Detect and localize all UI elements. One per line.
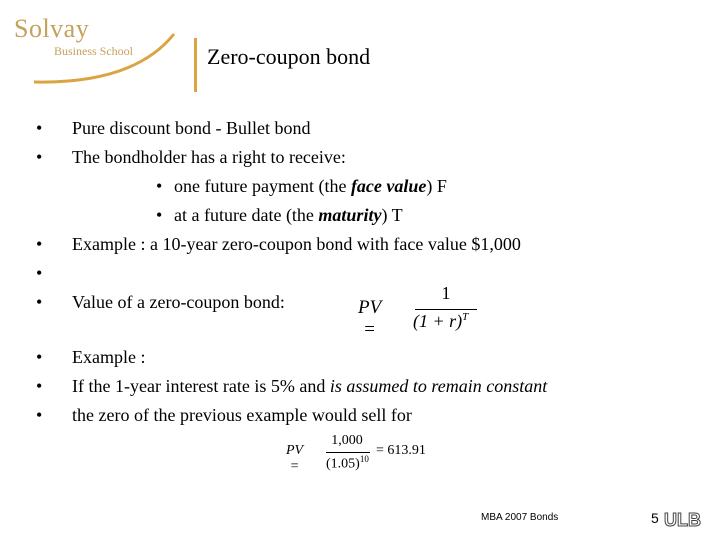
bullet-pure-discount: • Pure discount bond - Bullet bond: [36, 118, 311, 138]
formula2-result: = 613.91: [376, 443, 426, 458]
logo-wordmark: Solvay: [14, 14, 90, 43]
formula2-numerator: 1,000: [331, 433, 363, 448]
ulb-logo-text: ULB: [664, 510, 701, 530]
footer-course-label: MBA 2007 Bonds: [481, 512, 559, 523]
formula1-denominator: $(1 + r)^T$: [413, 311, 469, 331]
bullet-empty: •: [36, 263, 43, 283]
ulb-logo: [662, 508, 708, 530]
slide-title: Zero-coupon bond: [207, 44, 371, 69]
bullet-interest-rate: • If the 1-year interest rate is 5% and is assumed to remain constant: [36, 376, 548, 396]
formula2-denominator: $(1.05)^{10}$: [326, 454, 369, 472]
formula1-numerator: 1: [441, 283, 451, 303]
sub-bullet-face-value: • one future payment (the face value) F: [156, 176, 447, 196]
bullet-would-sell-for: • the zero of the previous example would sell for: [36, 405, 412, 425]
logo-subtitle: Business School: [54, 44, 134, 58]
formula1-fraction-line: [415, 309, 477, 310]
bullet-bondholder-right: • The bondholder has a right to receive:: [36, 147, 346, 167]
formula1-lhs: PV =: [358, 297, 382, 340]
formula2-lhs: PV =: [286, 443, 304, 474]
page-number: 5: [651, 510, 659, 526]
formula2-fraction-line: [326, 452, 370, 453]
bullet-example-10-year: • Example : a 10-year zero-coupon bond with face value $1,000: [36, 234, 521, 254]
sub-bullet-maturity: • at a future date (the maturity) T: [156, 205, 403, 225]
bullet-value-zero-coupon: • Value of a zero-coupon bond:: [36, 292, 285, 312]
bullet-example-2: • Example :: [36, 347, 146, 367]
